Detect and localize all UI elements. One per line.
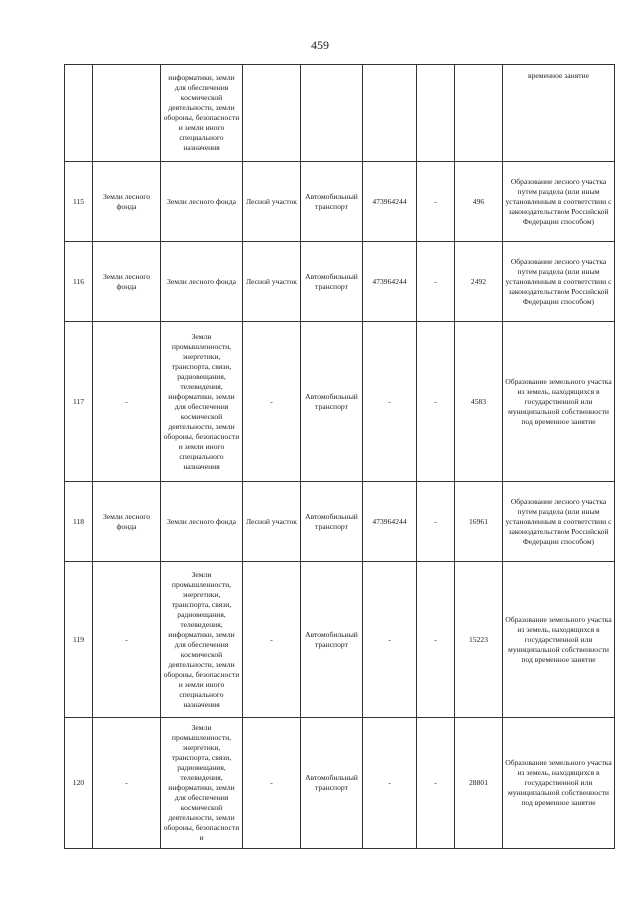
cadastral-cell: 473964244	[363, 162, 417, 242]
purpose-category-cell: Земли промышленности, энергетики, транспорта, связи, радиовещания, телевидения, информатики, земли для обеспечения космической деятельности, земли обороны, безопасности и земли иного специального назначения	[161, 322, 243, 482]
page-number: 459	[311, 38, 329, 52]
row-number-cell: 115	[65, 162, 93, 242]
land-plot-table	[64, 64, 615, 849]
land-category-cell: Земли лесного фонда	[93, 242, 161, 322]
land-type-cell: Лесной участок	[243, 162, 301, 242]
use-type-cell: Автомобильный транспорт	[301, 162, 363, 242]
dash-cell: -	[417, 322, 455, 482]
row-number-cell: 117	[65, 322, 93, 482]
land-category-cell: -	[93, 562, 161, 718]
note-cell: Образование лесного участка путем раздела (или иным установленным в соответствии с законодательством Российской Федерации способом)	[503, 242, 615, 322]
land-category-cell: Земли лесного фонда	[93, 482, 161, 562]
use-type-cell: Автомобильный транспорт	[301, 242, 363, 322]
dash-cell: -	[417, 162, 455, 242]
purpose-category-cell: Земли лесного фонда	[161, 482, 243, 562]
table-row	[65, 482, 615, 562]
table-row	[65, 65, 615, 162]
table-row	[65, 718, 615, 849]
note-cell: временное занятие	[503, 65, 615, 162]
land-category-cell: -	[93, 718, 161, 849]
note-cell: Образование лесного участка путем раздела (или иным установленным в соответствии с законодательством Российской Федерации способом)	[503, 162, 615, 242]
land-category-cell: -	[93, 322, 161, 482]
use-type-cell: Автомобильный транспорт	[301, 322, 363, 482]
land-category-cell	[93, 65, 161, 162]
row-number-cell: 116	[65, 242, 93, 322]
row-number-cell: 118	[65, 482, 93, 562]
note-cell: Образование земельного участка из земель, находящихся в государственной или муниципальной собственности под временное занятие	[503, 322, 615, 482]
dash-cell: -	[417, 718, 455, 849]
purpose-category-cell: Земли промышленности, энергетики, транспорта, связи, радиовещания, телевидения, информатики, земли для обеспечения космической деятельности, земли обороны, безопасности и земли иного специального назначения	[161, 562, 243, 718]
row-number-cell: 120	[65, 718, 93, 849]
land-type-cell: -	[243, 562, 301, 718]
dash-cell: -	[417, 562, 455, 718]
area-cell: 15223	[455, 562, 503, 718]
use-type-cell	[301, 65, 363, 162]
row-number-cell	[65, 65, 93, 162]
table-row	[65, 562, 615, 718]
cadastral-cell: 473964244	[363, 242, 417, 322]
row-number-cell: 119	[65, 562, 93, 718]
note-cell: Образование земельного участка из земель, находящихся в государственной или муниципальной собственности под временное занятие	[503, 718, 615, 849]
cadastral-cell: 473964244	[363, 482, 417, 562]
purpose-category-cell: Земли лесного фонда	[161, 162, 243, 242]
table-row	[65, 162, 615, 242]
cadastral-cell	[363, 65, 417, 162]
dash-cell: -	[417, 482, 455, 562]
use-type-cell: Автомобильный транспорт	[301, 482, 363, 562]
land-type-cell	[243, 65, 301, 162]
area-cell: 4583	[455, 322, 503, 482]
cadastral-cell: -	[363, 562, 417, 718]
note-cell: Образование земельного участка из земель, находящихся в государственной или муниципальной собственности под временное занятие	[503, 562, 615, 718]
area-cell	[455, 65, 503, 162]
dash-cell	[417, 65, 455, 162]
purpose-category-cell: Земли лесного фонда	[161, 242, 243, 322]
note-cell: Образование лесного участка путем раздела (или иным установленным в соответствии с законодательством Российской Федерации способом)	[503, 482, 615, 562]
use-type-cell: Автомобильный транспорт	[301, 718, 363, 849]
land-type-cell: -	[243, 718, 301, 849]
area-cell: 16961	[455, 482, 503, 562]
area-cell: 2492	[455, 242, 503, 322]
purpose-category-cell: Земли промышленности, энергетики, транспорта, связи, радиовещания, телевидения, информатики, земли для обеспечения космической деятельности, земли обороны, безопасности и	[161, 718, 243, 849]
land-type-cell: Лесной участок	[243, 242, 301, 322]
table-row	[65, 242, 615, 322]
cadastral-cell: -	[363, 718, 417, 849]
use-type-cell: Автомобильный транспорт	[301, 562, 363, 718]
area-cell: 496	[455, 162, 503, 242]
land-type-cell: -	[243, 322, 301, 482]
land-type-cell: Лесной участок	[243, 482, 301, 562]
purpose-category-cell: информатики, земли для обеспечения космической деятельности, земли обороны, безопасности и земли иного специального назначения	[161, 65, 243, 162]
area-cell: 28801	[455, 718, 503, 849]
cadastral-cell: -	[363, 322, 417, 482]
dash-cell: -	[417, 242, 455, 322]
land-category-cell: Земли лесного фонда	[93, 162, 161, 242]
table-row	[65, 322, 615, 482]
